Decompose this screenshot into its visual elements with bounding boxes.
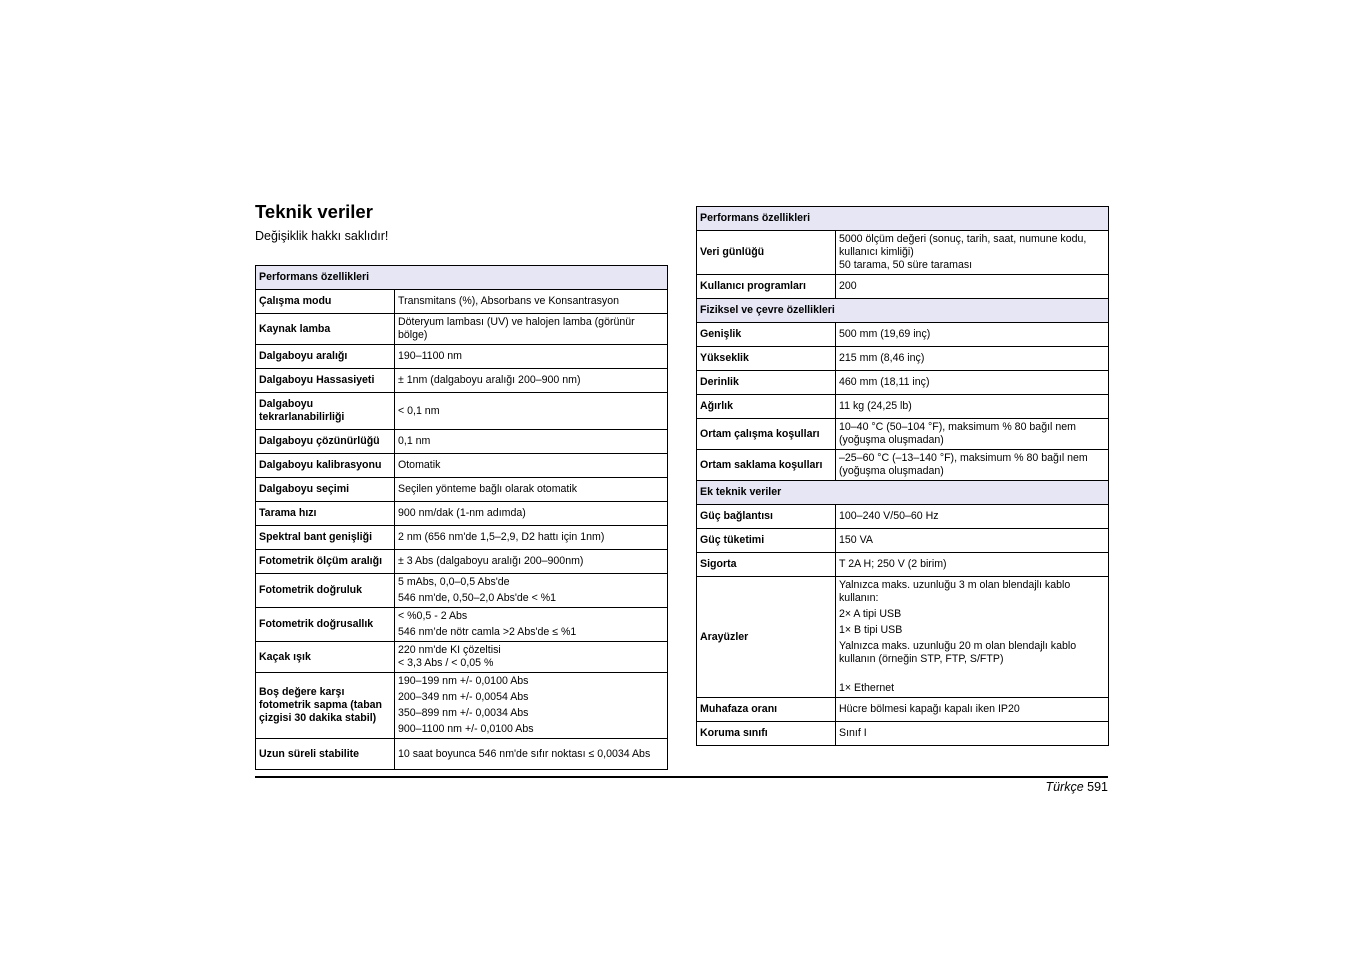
spec-value (836, 553, 1109, 577)
value-line: 150 VA (839, 534, 873, 546)
spec-value (836, 323, 1109, 347)
table-section-header (256, 266, 668, 290)
spec-key: Fotometrik doğruluk (256, 574, 395, 608)
value-line: Sınıf I (839, 727, 867, 739)
spec-key: Arayüzler (697, 577, 836, 698)
spec-key: Koruma sınıfı (697, 722, 836, 746)
table-row (697, 505, 1109, 529)
spec-value (836, 347, 1109, 371)
footer-language: Türkçe (1045, 780, 1084, 794)
table-section-header (697, 299, 1109, 323)
spec-value (395, 608, 668, 642)
spec-value (836, 275, 1109, 299)
value-line: < 0,1 nm (398, 404, 440, 417)
table-row (697, 419, 1109, 450)
spec-value (836, 450, 1109, 481)
spec-value (836, 577, 1109, 698)
table-row (256, 345, 668, 369)
value-line: 900–1100 nm +/- 0,0100 Abs (398, 723, 534, 735)
value-line: Otomatik (398, 459, 441, 471)
table-row (256, 314, 668, 345)
value-line: 500 mm (19,69 inç) (839, 328, 931, 340)
spec-value (836, 419, 1109, 450)
table-row (697, 722, 1109, 746)
spec-key: Dalgaboyu kalibrasyonu (256, 454, 395, 478)
table-row (256, 290, 668, 314)
value-line: 2 nm (656 nm'de 1,5–2,9, D2 hattı için 1nm) (398, 531, 605, 543)
spec-value (395, 526, 668, 550)
value-line: 200 (839, 280, 857, 292)
value-line: 546 nm'de, 0,50–2,0 Abs'de < %1 (398, 592, 557, 604)
footer-divider (255, 776, 1108, 778)
spec-key: Uzun süreli stabilite (256, 739, 395, 770)
value-line: < 3,3 Abs / < 0,05 % (398, 657, 494, 669)
spec-value (395, 550, 668, 574)
spec-value (836, 529, 1109, 553)
table-row (697, 347, 1109, 371)
spec-key: Dalgaboyu tekrarlanabilirliği (256, 393, 395, 430)
spec-value (395, 502, 668, 526)
section-label: Fiziksel ve çevre özellikleri (697, 299, 1109, 323)
spec-key: Çalışma modu (256, 290, 395, 314)
value-line: < %0,5 - 2 Abs (398, 610, 468, 622)
spec-value (395, 739, 668, 770)
spec-value (836, 698, 1109, 722)
value-line: Transmitans (%), Absorbans ve Konsantrasyon (398, 295, 619, 307)
section-label: Performans özellikleri (256, 266, 668, 290)
table-row (256, 430, 668, 454)
value-line: 5000 ölçüm değeri (sonuç, tarih, saat, numune kodu, kullanıcı kimliği) (839, 233, 1087, 258)
value-line: 190–1100 nm (398, 350, 463, 362)
spec-value (395, 642, 668, 673)
value-line: 220 nm'de KI çözeltisi (398, 644, 501, 656)
spec-value (395, 314, 668, 345)
table-row (256, 642, 668, 673)
spec-key: Güç tüketimi (697, 529, 836, 553)
value-line: 546 nm’de nötr camla >2 Abs'de ≤ %1 (398, 626, 577, 638)
table-row (256, 393, 668, 430)
page-subtitle: Değişiklik hakkı saklıdır! (255, 229, 389, 243)
table-row (697, 529, 1109, 553)
value-line: Yalnızca maks. uzunluğu 20 m olan blendajlı kablo kullanın (örneğin STP, FTP, S/FTP) (839, 640, 1077, 665)
spec-value (395, 369, 668, 393)
spec-key: Güç bağlantısı (697, 505, 836, 529)
spec-key: Tarama hızı (256, 502, 395, 526)
value-line: 11 kg (24,25 lb) (839, 400, 912, 412)
value-line: 900 nm/dak (1-nm adımda) (398, 507, 526, 519)
spec-key: Fotometrik ölçüm aralığı (256, 550, 395, 574)
spec-value (395, 345, 668, 369)
spec-key: Spektral bant genişliği (256, 526, 395, 550)
page-title: Teknik veriler (255, 201, 373, 222)
value-line: 215 mm (8,46 inç) (839, 352, 925, 364)
spec-key: Dalgaboyu Hassasiyeti (256, 369, 395, 393)
spec-value (395, 478, 668, 502)
table-row (256, 739, 668, 770)
table-row (697, 395, 1109, 419)
value-line: 460 mm (18,11 inç) (839, 376, 930, 388)
table-row (256, 369, 668, 393)
spec-key: Dalgaboyu aralığı (256, 345, 395, 369)
table-row (256, 454, 668, 478)
spec-value (395, 673, 668, 739)
section-label: Performans özellikleri (697, 207, 1109, 231)
spec-key: Ortam saklama koşulları (697, 450, 836, 481)
value-line: 10 saat boyunca 546 nm'de sıfır noktası ≤ 0,0034 Abs (398, 747, 651, 760)
value-line: T 2A H; 250 V (2 birim) (839, 558, 947, 570)
table-row (256, 550, 668, 574)
value-line: 50 tarama, 50 süre taraması (839, 259, 973, 271)
spec-key: Muhafaza oranı (697, 698, 836, 722)
value-line: 190–199 nm +/- 0,0100 Abs (398, 675, 529, 687)
value-line: ± 3 Abs (dalgaboyu aralığı 200–900nm) (398, 555, 584, 567)
spec-value (836, 722, 1109, 746)
spec-value (395, 454, 668, 478)
value-line: 5 mAbs, 0,0–0,5 Abs'de (398, 576, 510, 588)
table-row (697, 231, 1109, 275)
value-line: 1× B tipi USB (839, 624, 903, 636)
spec-key: Sigorta (697, 553, 836, 577)
spec-table-performance (255, 265, 668, 770)
table-section-header (697, 207, 1109, 231)
spec-key: Yükseklik (697, 347, 836, 371)
table-row (697, 577, 1109, 698)
spec-value (395, 574, 668, 608)
value-line: 0,1 nm (398, 435, 431, 447)
page-number: 591 (1087, 780, 1108, 794)
table-section-header (697, 481, 1109, 505)
table-row (256, 608, 668, 642)
table-row (256, 526, 668, 550)
table-row (256, 502, 668, 526)
spec-value (836, 371, 1109, 395)
page-footer (1045, 780, 1108, 795)
value-line: Döteryum lambası (UV) ve halojen lamba (görünür bölge) (398, 316, 635, 341)
value-line: –25–60 °C (–13–140 °F), maksimum % 80 bağıl nem (yoğuşma oluşmadan) (839, 452, 1088, 477)
table-row (256, 478, 668, 502)
value-line: Hücre bölmesi kapağı kapalı iken IP20 (839, 703, 1020, 715)
table-row (697, 371, 1109, 395)
value-line: 350–899 nm +/- 0,0034 Abs (398, 707, 529, 719)
spec-value (395, 393, 668, 430)
spec-key: Kaynak lamba (256, 314, 395, 345)
value-line: Seçilen yönteme bağlı olarak otomatik (398, 483, 578, 495)
spec-key: Dalgaboyu seçimi (256, 478, 395, 502)
table-row (697, 553, 1109, 577)
value-line: 2× A tipi USB (839, 608, 902, 620)
spec-value (836, 505, 1109, 529)
spec-key: Boş değere karşı fotometrik sapma (taban çizgisi 30 dakika stabil) (256, 673, 395, 739)
table-row (697, 698, 1109, 722)
table-row (697, 450, 1109, 481)
value-line: 10–40 °C (50–104 °F), maksimum % 80 bağıl nem (yoğuşma oluşmadan) (839, 421, 1076, 446)
value-line: 100–240 V/50–60 Hz (839, 510, 939, 522)
spec-table-additional (696, 206, 1109, 746)
table-row (697, 275, 1109, 299)
section-label: Ek teknik veriler (697, 481, 1109, 505)
table-row (697, 323, 1109, 347)
spec-key: Ağırlık (697, 395, 836, 419)
table-row (256, 673, 668, 739)
spec-key: Kullanıcı programları (697, 275, 836, 299)
spec-key: Fotometrik doğrusallık (256, 608, 395, 642)
spec-value (836, 231, 1109, 275)
value-line: ± 1nm (dalgaboyu aralığı 200–900 nm) (398, 374, 581, 386)
value-line: 1× Ethernet (839, 682, 895, 694)
spec-key: Veri günlüğü (697, 231, 836, 275)
value-line: Yalnızca maks. uzunluğu 3 m olan blendajlı kablo kullanın: (839, 579, 1071, 604)
spec-value (395, 430, 668, 454)
spec-value (836, 395, 1109, 419)
spec-key: Derinlik (697, 371, 836, 395)
spec-key: Kaçak ışık (256, 642, 395, 673)
spec-key: Dalgaboyu çözünürlüğü (256, 430, 395, 454)
table-row (256, 574, 668, 608)
spec-key: Genişlik (697, 323, 836, 347)
spec-value (395, 290, 668, 314)
value-line: 200–349 nm +/- 0,0054 Abs (398, 691, 529, 703)
spec-key: Ortam çalışma koşulları (697, 419, 836, 450)
